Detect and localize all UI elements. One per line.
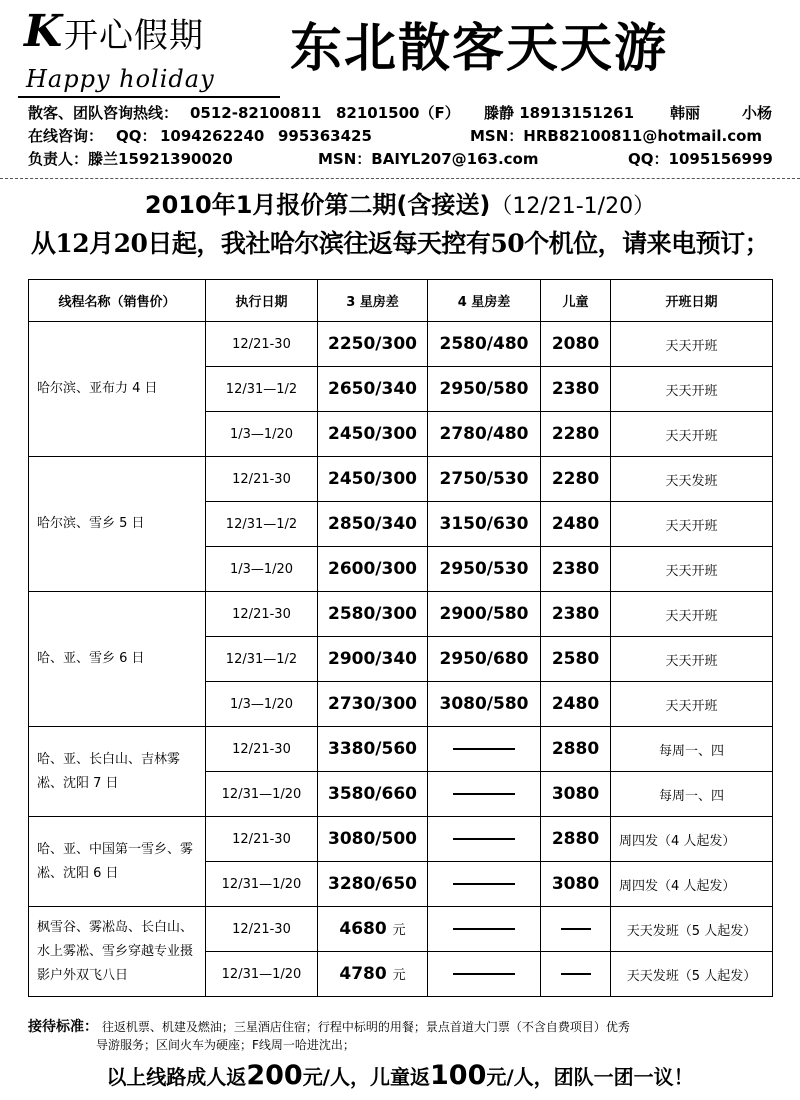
date-cell: 12/21-30 <box>206 592 318 637</box>
price-4star: 2580/480 <box>428 322 541 367</box>
manager: 负责人：滕兰15921390020 <box>28 150 233 168</box>
price-child: 2580 <box>541 637 611 682</box>
service-text-1: 往返机票、机建及燃油；三星酒店住宿；行程中标明的用餐；景点首道大门票（不含自费项目）优秀 <box>101 1020 630 1034</box>
date-cell: 12/31—1/2 <box>206 367 318 412</box>
date-cell: 12/21-30 <box>206 322 318 367</box>
qq-3: QQ：1095156999 <box>628 150 773 168</box>
contact-teng-jing: 滕静 18913151261 <box>484 104 635 122</box>
price-3star-cell <box>318 952 428 997</box>
route-name: 哈尔滨、亚布力 4 日 <box>29 322 206 457</box>
date-cell: 12/31—1/2 <box>206 637 318 682</box>
service-standard <box>28 1018 778 1054</box>
price-3star: 2730/300 <box>318 682 428 727</box>
price-unit: 元 <box>392 923 406 938</box>
price-3star-cell <box>318 907 428 952</box>
price-unit: 元 <box>392 968 406 983</box>
price-child: 2480 <box>541 502 611 547</box>
rebate-adult-amount: 200 <box>246 1060 303 1091</box>
logo-english: Happy holiday <box>26 65 215 93</box>
phone-2: 82101500（F） <box>336 104 460 122</box>
price-title-period: （12/21-1/20） <box>490 194 656 219</box>
price-child: 2480 <box>541 682 611 727</box>
price-3star: 2850/340 <box>318 502 428 547</box>
open-schedule: 天天开班 <box>611 592 773 637</box>
open-schedule: 天天发班（5 人起发） <box>611 907 773 952</box>
route-name: 哈、亚、中国第一雪乡、雾凇、沈阳 6 日 <box>29 817 206 907</box>
price-3star: 2250/300 <box>318 322 428 367</box>
price-child-empty <box>541 907 611 952</box>
open-schedule: 周四发（4 人起发） <box>611 817 773 862</box>
price-3star: 3380/560 <box>318 727 428 772</box>
price-3star: 2450/300 <box>318 412 428 457</box>
price-4star-empty <box>428 907 541 952</box>
divider <box>0 178 800 179</box>
online-label: 在线咨询： <box>28 127 104 145</box>
price-child: 2080 <box>541 322 611 367</box>
open-schedule: 天天开班 <box>611 412 773 457</box>
date-cell: 12/21-30 <box>206 907 318 952</box>
price-child: 2280 <box>541 412 611 457</box>
price-3star: 4780 <box>339 964 387 984</box>
open-schedule: 天天发班（5 人起发） <box>611 952 773 997</box>
price-4star: 2950/580 <box>428 367 541 412</box>
price-3star: 4680 <box>339 919 387 939</box>
rebate-part-3: 元/人，团队一团一议！ <box>486 1065 694 1089</box>
qq-label: QQ： <box>116 127 157 145</box>
service-label: 接待标准： <box>28 1019 98 1035</box>
open-schedule: 天天开班 <box>611 322 773 367</box>
phone-1: 0512-82100811 <box>190 104 322 122</box>
price-4star-empty <box>428 862 541 907</box>
open-schedule: 天天开班 <box>611 367 773 412</box>
dash-mark <box>453 928 515 930</box>
date-cell: 12/31—1/20 <box>206 772 318 817</box>
date-cell: 1/3—1/20 <box>206 547 318 592</box>
route-name: 哈、亚、长白山、吉林雾凇、沈阳 7 日 <box>29 727 206 817</box>
price-4star: 2950/680 <box>428 637 541 682</box>
table-row <box>29 907 773 952</box>
open-schedule: 天天开班 <box>611 502 773 547</box>
table-row <box>29 592 773 637</box>
price-child: 3080 <box>541 772 611 817</box>
table-row <box>29 727 773 772</box>
price-3star: 2450/300 <box>318 457 428 502</box>
price-child: 2380 <box>541 592 611 637</box>
open-schedule: 天天开班 <box>611 547 773 592</box>
date-cell: 1/3—1/20 <box>206 412 318 457</box>
date-cell: 12/21-30 <box>206 727 318 772</box>
price-table <box>28 279 773 997</box>
price-child: 2880 <box>541 727 611 772</box>
dash-mark <box>453 973 515 975</box>
price-4star: 2950/530 <box>428 547 541 592</box>
price-4star: 3080/580 <box>428 682 541 727</box>
open-schedule: 天天开班 <box>611 637 773 682</box>
open-schedule: 周四发（4 人起发） <box>611 862 773 907</box>
price-3star: 2650/340 <box>318 367 428 412</box>
qq-1: 1094262240 <box>160 127 265 145</box>
price-child: 3080 <box>541 862 611 907</box>
open-schedule: 天天发班 <box>611 457 773 502</box>
header-child: 儿童 <box>541 280 611 322</box>
price-4star-empty <box>428 952 541 997</box>
dash-mark <box>453 883 515 885</box>
price-4star: 2750/530 <box>428 457 541 502</box>
table-row <box>29 457 773 502</box>
price-3star: 2580/300 <box>318 592 428 637</box>
open-schedule: 每周一、四 <box>611 727 773 772</box>
logo <box>18 8 280 100</box>
date-cell: 12/21-30 <box>206 457 318 502</box>
price-4star-empty <box>428 817 541 862</box>
price-4star: 2780/480 <box>428 412 541 457</box>
route-name: 枫雪谷、雾凇岛、长白山、水上雾凇、雪乡穿越专业摄影户外双飞八日 <box>29 907 206 997</box>
seat-notice: 从12月20日起，我社哈尔滨往返每天控有50个机位，请来电预订； <box>30 229 770 258</box>
contact-han-li: 韩丽 <box>670 104 701 122</box>
logo-underline <box>18 96 280 98</box>
dash-mark <box>561 928 591 930</box>
msn-1: MSN：HRB82100811@hotmail.com <box>470 127 763 145</box>
rebate-part-1: 以上线路成人返 <box>106 1065 247 1089</box>
rebate-note <box>0 1058 800 1095</box>
price-child: 2380 <box>541 547 611 592</box>
headline: 东北散客天天游 <box>290 19 669 79</box>
contact-line-3 <box>28 148 780 171</box>
date-cell: 12/31—1/20 <box>206 862 318 907</box>
rebate-child-amount: 100 <box>430 1060 487 1091</box>
price-4star-empty <box>428 772 541 817</box>
price-child: 2380 <box>541 367 611 412</box>
price-title <box>0 188 800 224</box>
header-open: 开班日期 <box>611 280 773 322</box>
route-name: 哈尔滨、雪乡 5 日 <box>29 457 206 592</box>
contact-line-2 <box>28 125 780 148</box>
price-title-main: 2010年1月报价第二期(含接送) <box>144 191 491 219</box>
open-schedule: 每周一、四 <box>611 772 773 817</box>
table-header-row <box>29 280 773 322</box>
service-line-1 <box>28 1018 778 1036</box>
price-child: 2280 <box>541 457 611 502</box>
header-date: 执行日期 <box>206 280 318 322</box>
price-3star: 3580/660 <box>318 772 428 817</box>
table-row <box>29 817 773 862</box>
service-text-2: 导游服务；区间火车为硬座；F线周一哈进沈出； <box>96 1038 355 1052</box>
route-name: 哈、亚、雪乡 6 日 <box>29 592 206 727</box>
price-3star: 2600/300 <box>318 547 428 592</box>
price-3star: 2900/340 <box>318 637 428 682</box>
contact-block <box>28 102 780 171</box>
logo-mark: K <box>24 6 63 57</box>
header-3star: 3 星房差 <box>318 280 428 322</box>
dash-mark <box>453 838 515 840</box>
price-4star: 2900/580 <box>428 592 541 637</box>
contact-line-1 <box>28 102 780 125</box>
date-cell: 12/31—1/20 <box>206 952 318 997</box>
msn-2: MSN：BAIYL207@163.com <box>318 150 539 168</box>
qq-2: 995363425 <box>278 127 372 145</box>
rebate-part-2: 元/人，儿童返 <box>302 1065 430 1089</box>
logo-name: 开心假期 <box>64 16 204 56</box>
hotline-label: 散客、团队咨询热线： <box>28 104 179 122</box>
price-child-empty <box>541 952 611 997</box>
header-4star: 4 星房差 <box>428 280 541 322</box>
date-cell: 12/31—1/2 <box>206 502 318 547</box>
dash-mark <box>453 748 515 750</box>
contact-xiao-yang: 小杨 <box>742 104 773 122</box>
open-schedule: 天天开班 <box>611 682 773 727</box>
price-4star: 3150/630 <box>428 502 541 547</box>
date-cell: 12/21-30 <box>206 817 318 862</box>
price-3star: 3280/650 <box>318 862 428 907</box>
header-route: 线程名称（销售价） <box>29 280 206 322</box>
date-cell: 1/3—1/20 <box>206 682 318 727</box>
price-3star: 3080/500 <box>318 817 428 862</box>
dash-mark <box>561 973 591 975</box>
price-4star-empty <box>428 727 541 772</box>
table-row <box>29 322 773 367</box>
price-child: 2880 <box>541 817 611 862</box>
dash-mark <box>453 793 515 795</box>
